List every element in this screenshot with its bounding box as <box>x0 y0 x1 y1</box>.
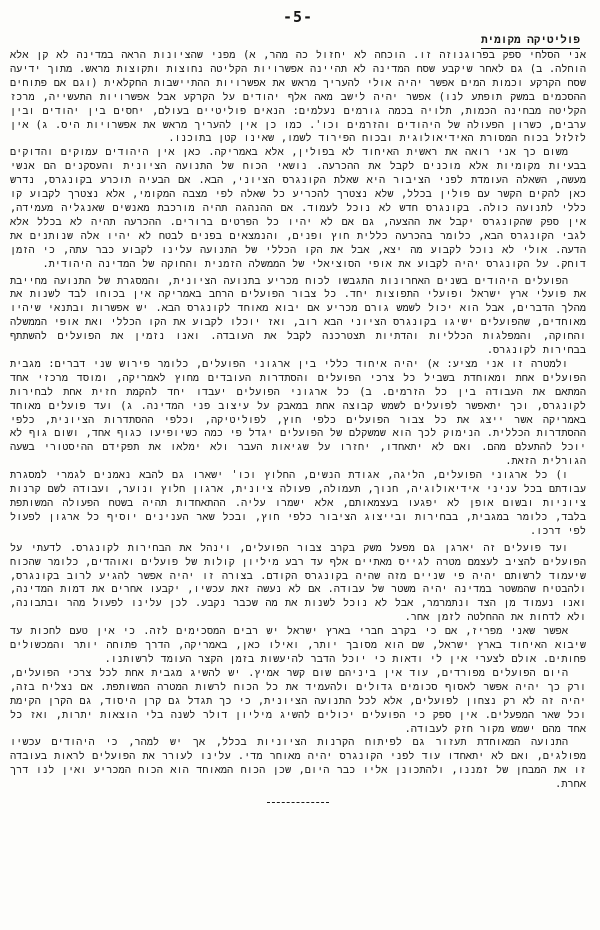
page-number: -5- <box>282 8 314 26</box>
section-title: פוליטיקה מקומית <box>481 33 580 49</box>
paragraph: ו) כל ארגוני הפועלים, הליגה, אגודת הנשים, החלוץ וכו' ישארו גם להבא נאמנים לגמרי למסגרת עבודתם בכל עניני אידיאולוגיה, חנוך, תעמולה, פעולה ציונית, ארגון חלוץ ונוער, ועבודה לשם קרנות ציוניות ובשום אופן לא יפגעו בעצמאותם, אלא ישמרו עליה. ההתאחדות תהיה בשטח הפעולה המשותפת בלבד, כלומר במגבית, בבחירות ובייצוג הציבור כלפי חוץ, ובכל שאר הענינים יוסיף כל ארגון לפעול לפי דרכו. <box>10 470 586 537</box>
end-divider <box>10 793 586 806</box>
paragraph: ועד פועלים זה יארגן גם מפעל משק בקרב צבור הפועלים, וינהל את הבחירות לקונגרס. לדעתי על הפועלים להציב לעצמם מטרה לגייס מאתיים אלף עד רבע מיליון קולות של פועלים ואוהדים, כלומר שהכוח שיעמוד לרשותם יהיה פי שניים מזה שהיה בקונגרס הקודם. בצורה זו יהיה אפשר להגיע לרוב בקונגרס, ולהבטיח שהמשטר במדינה יהיה משטר של עבודה. אם לא נעשה זאת עכשיו, יקבעו אחרים את דמות המדינה, ואנו נעמוד מן הצד ונתמרמר, אבל לא נוכל לשנות את מה שכבר נקבע. לכן עלינו לפעול מהר ובתבונה, ולא לדחות את ההחלטה לזמן אחר. <box>10 542 586 624</box>
paragraph: הפועלים היהודים בשנים האחרונות התגבשו לכוח מכריע בתנועה הציונית, והמסגרת של התנועה מחייבת את פועלי ארץ ישראל ופועלי התפוצות יחד. כל צבור הפועלים הרחב באמריקה אין בכוחו לבד לשנות את מהלך הדברים, אבל הוא יכול לשמש גורם מכריע אם יבוא מאוחד לקונגרס הבא. יש אפשרות ובתנאי שיהיו מאוחדים, שהפועלים ישיגו בקונגרס הציוני הבא רוב, ואז יוכלו לקבוע את הקו הכללי ואת אופי הממשלה והחוקה, והמפלגות הכלליות והדתיות תצטרכנה לקבל את העובדה. ואנו נזמין את הפועלים להשתתף בבחירות לקונגרס. <box>10 275 586 357</box>
paragraph: משום כך אני רואה את ראשית האיחוד לא בפולין, אלא באמריקה. כאן אין היהודים עמוקים והדוקים בבעיות מקומיות אלא מוכנים לקבל את ההכרעה. נושאי הכוח של התנועה הציונית והעסקנים הם אנשי מעשה, השאלה העומדת לפני הציבור היא שאלת הקונגרס הציוני, הבא. אם הבעיה תוכרע בקונגרס, נדרש כאן להקים הקשר עם פולין בכלל, שלא נצטרך להכריע כל שאלה לפי מצבה המקומי, אלא נצטרך לקבוע קו כללי לתנועה כולה. בקונגרס חדש לא נוכל לעמוד. אם ההנהגה תהיה מורכבת מאנשים שאנגליה מעמידה, אין ספק שהקונגרס יקבל את ההצעה, גם אם לא יהיו כל הפרטים ברורים. ההכרעה תהיה לא בכלל אלא לגבי הקונגרס הבא, כלומר בהכרעה כללית חוץ ופנים, והנמצאים בפנים לבטח לא יהיו אלה שנותנים את הדעה. אולי לא נוכל לקבוע מה יצא, אבל את הקו הכללי של התנועה עלינו לקבוע כבר עתה, כי הזמן דוחק. על הקונגרס יהיה לקבוע את אופי הסוציאלי של הממשלה הזמנית והחוקה של המדינה היהודית. <box>10 147 586 270</box>
paragraph: אפשר שאני מפריז, אם כי בקרב חברי בארץ ישראל יש רבים המסכימים לזה. כי אין טעם לחכות עד שיבוא האיחוד בארץ ישראל, שם הוא מסובך יותר, ואילו כאן, באמריקה, הדרך פתוחה יותר והמכשולים פחותים. אולם לצערי אין לי ודאות כי יוכל הדבר להיעשות בזמן הקצר העומד לרשותנו. <box>10 626 586 665</box>
paragraph: היום הפועלים מפורדים, עוד אין ביניהם שום קשר אמיץ. יש להשיג מגבית אחת לכל צרכי הפועלים, ורק כך יהיה אפשר לאסוף סכומים גדולים ולהעמיד את כל הכוח לרשות המטרה המשותפת. אם נצליח בזה, יהיה זה לא רק נצחון לפועלים, אלא לכל התנועה הציונית, כי כך תגדל גם קרן היסוד, גם הקרן הקימת וכל שאר המפעלים. אין ספק כי הפועלים יכולים להשיג מיליון דולר לשנה בלי הוצאות יתרות, ואז כל אחד מהם ישמש מקור חזק לעבודה. <box>10 667 586 735</box>
paragraph: ולמטרה זו אני מציע: א) יהיה איחוד כללי בין ארגוני הפועלים, כלומר פירוש שני דברים: מגבית הפועלים אחת ומאוחדת בשביל כל צרכי הפועלים והסתדרות העובדים מחוץ לאמריקה, ומוסד מרכזי אחד המתאם את העבודה בין כל הזרמים. ב) כל ארגוני הפועלים יעבדו יחד להקמת חזית אחת לבחירות לקונגרס, וכך יתאפשר לפועלים לשמש קבוצה אחת במאבק על עיצוב פני המדינה. ג) ועד פועלים מאוחד באמריקה אשר ייצג את כל צבור הפועלים כלפי חוץ, לפוליטיקה, וכלפי ההסתדרות הציונית, כלפי ההסתדרות הכללית. הנימוק לכך הוא שמשקלם של הפועלים יגדל פי כמה כשיופיעו כגוף אחד, ושום גוף לא יוכל להתעלם מהם. ואם לא יתאחדו, יחזרו על שגיאות העבר ולא ימלאו את תפקידם ההיסטורי בשעה הגורלית הזאת. <box>10 358 586 468</box>
paragraph: התנועה המאוחדת תעזור גם לפיתוח הקרנות הציוניות בכלל, אך יש למהר, כי היהודים עכשיו מפולגים, ואם לא יתאחדו עוד לפני הקונגרס יהיה מאוחר מדי. עלינו לעורר את הפועלים לראות בעובדה זו את המבחן של זמננו, ולהתכונן אליו כבר היום, שכן הכוח המאוחד הוא הכוח המכריע ואין לנו דרך אחרת. <box>10 737 586 791</box>
paragraph: אני הסלחי ספק בפרוגנוזה זו. הוכחה לא יחזול כה מהר, א) מפני שהציונות הראה במדינה לא קן אלא הוחלה. ב) גם לאחר שיקבע שסח המדינה לא תהיינה אפשרויות הקליטה נחוצות ותקוצות מראש. מתוך ידיעה שסח הקרקע וכמות המים אפשר יהיה אולי להעריך מראש את אפשרויות ההתיישבות החקלאית (וגם אם פתוחים ההסכמים במשק תופתע לנו) אפשר יהיה לישב מאה אלף יהודים על הקרקע אבל אפשרויות התעשייה, מרכז הקליטה מבחינה הכמות, תלויה בכמה גורמים נעלמים: הנאים פוליטיים בעולם, יחסים בין יהודים ובין ערבים, כשרון הפעולה של היהודים והזרמים וכו'. כמו כן אין להעריך מראש את אפשרויות היס. ג) אין לזלזל בכוח המסורת האידיאולוגית ובכוח הפירוד לשמו, שאינו קטן בתוכנו. <box>10 50 586 145</box>
section-heading-row <box>10 28 586 49</box>
